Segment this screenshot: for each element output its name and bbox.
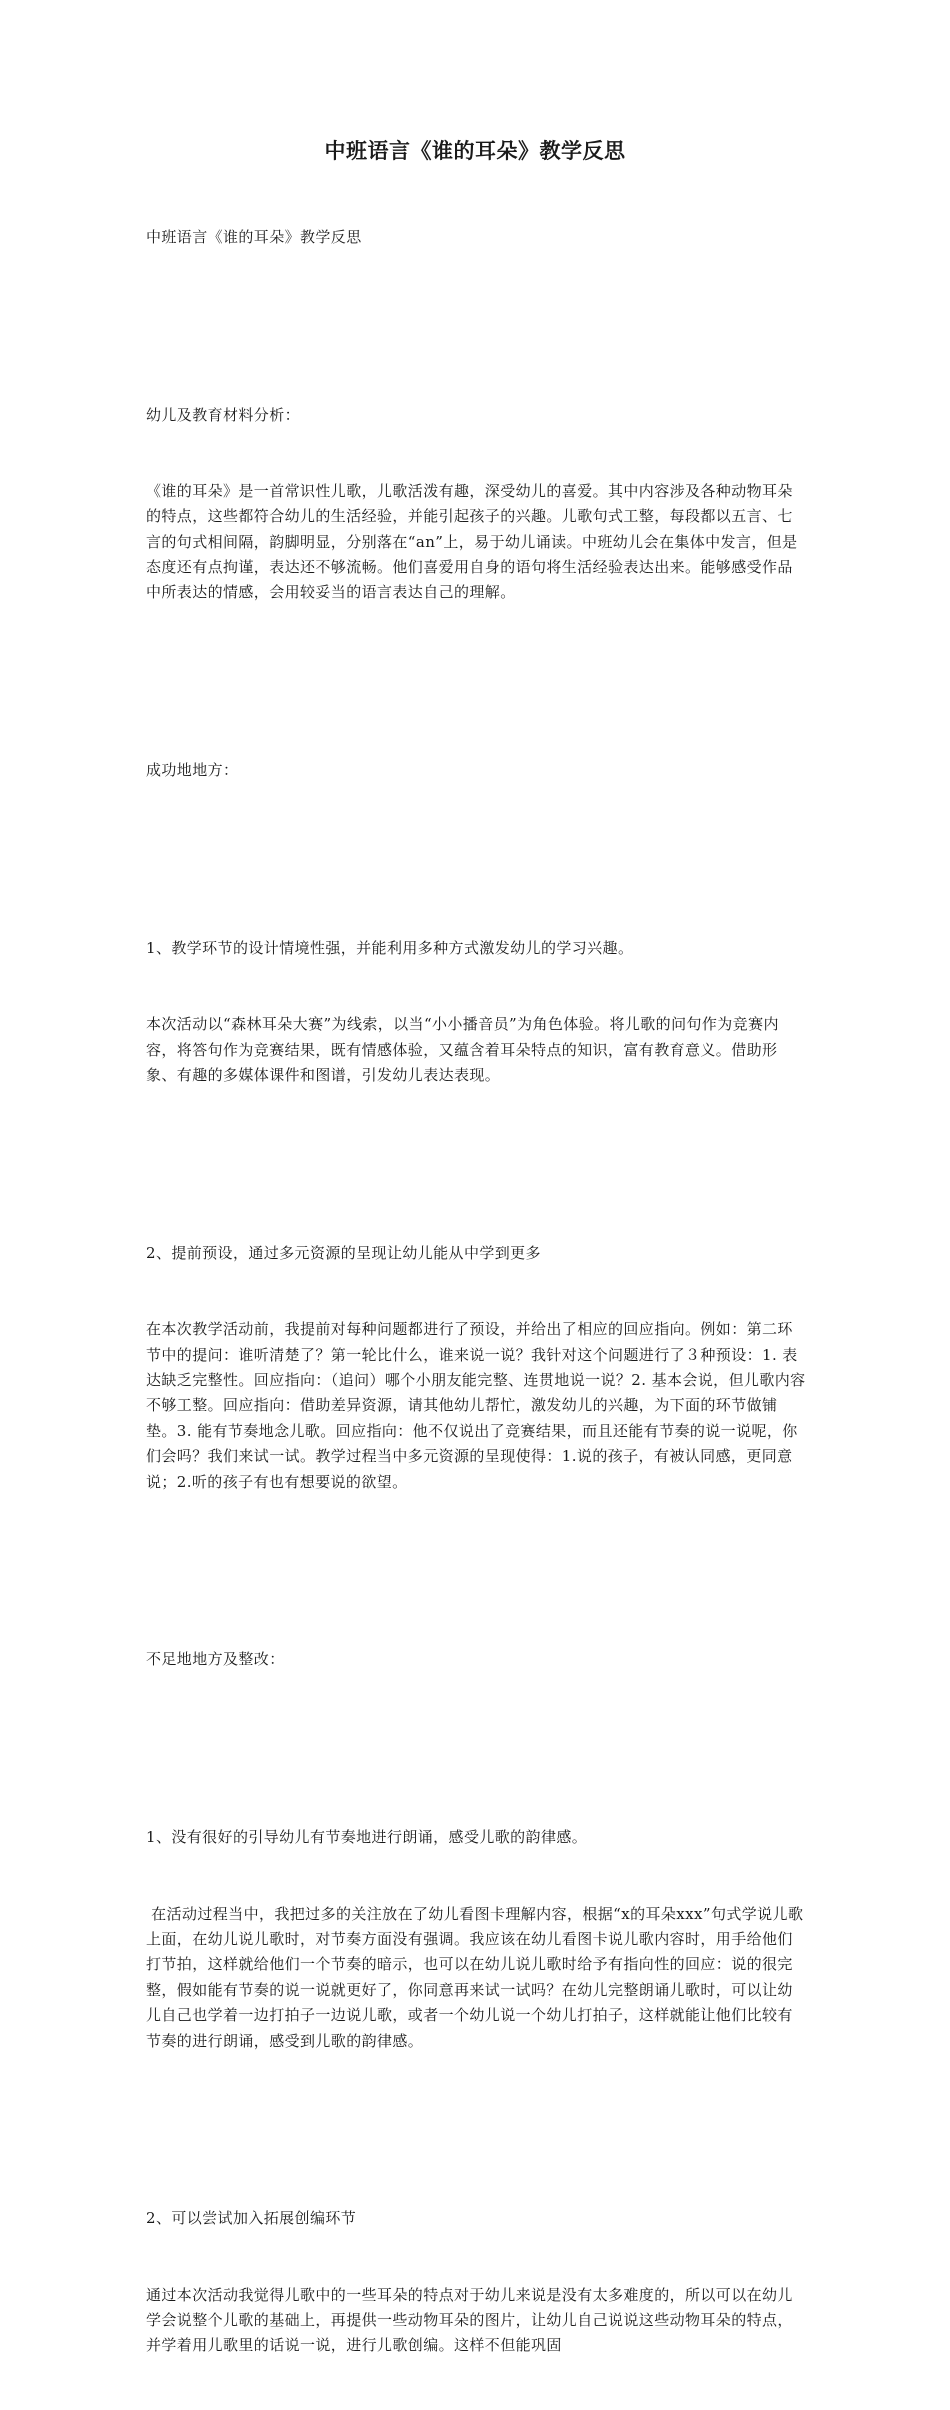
paragraph-spacer: [146, 1546, 806, 1571]
section-text-analysis: 《谁的耳朵》是一首常识性儿歌，儿歌活泼有趣，深受幼儿的喜爱。其中内容涉及各种动物耳朵的特点，这些都符合幼儿的生活经验，并能引起孩子的兴趣。儿歌句式工整，每段都以五言、七言的句式相间隔，韵脚明显，分别落在“an”上，易于幼儿诵读。中班幼儿会在集体中发言，但是态度还有点拘谨，表达还不够流畅。他们喜爱用自身的语句将生活经验表达出来。能够感受作品中所表达的情感，会用较妥当的语言表达自己的理解。: [146, 481, 798, 602]
section-text-success-2: 在本次教学活动前，我提前对每种问题都进行了预设，并给出了相应的回应指向。例如：第二环节中的提问：谁听清楚了？第一轮比什么，谁来说一说？我针对这个问题进行了３种预设：1. 表达缺乏完整性。回应指向：（追问）哪个小朋友能完整、连贯地说一说？2. 基本会说，但儿歌内容不够工整。回应指向：借助差异资源，请其他幼儿帮忙，激发幼儿的兴趣，为下面的环节做铺垫。3. 能有节奏地念儿歌。回应指向：他不仅说出了竞赛结果，而且还能有节奏的说一说呢，你们会吗？我们来试一试。教学过程当中多元资源的呈现使得：1.说的孩子，有被认同感，更同意说；2.听的孩子有也有想要说的欲望。: [146, 1320, 806, 1491]
paragraph-spacer: [146, 2105, 806, 2130]
section-heading-successes: 成功地地方：: [146, 761, 239, 780]
paragraph-spacer: [146, 1139, 806, 1164]
section-heading-analysis: 幼儿及教育材料分析：: [146, 405, 301, 424]
section-heading-success-1: 1、教学环节的设计情境性强，并能利用多种方式激发幼儿的学习兴趣。: [146, 939, 634, 958]
paragraph-spacer: [146, 1724, 806, 1749]
paragraph-spacer: [146, 657, 806, 682]
section-heading-shortcoming-2: 2、可以尝试加入拓展创编环节: [146, 2209, 357, 2228]
section-heading-shortcoming-1: 1、没有很好的引导幼儿有节奏地进行朗诵，感受儿歌的韵律感。: [146, 1828, 588, 1847]
paragraph-spacer: [146, 301, 806, 326]
document-body: [146, 174, 806, 2410]
document-subtitle: 中班语言《谁的耳朵》教学反思: [146, 227, 362, 246]
section-text-shortcoming-2: 通过本次活动我觉得儿歌中的一些耳朵的特点对于幼儿来说是没有太多难度的，所以可以在幼儿学会说整个儿歌的基础上，再提供一些动物耳朵的图片，让幼儿自己说说这些动物耳朵的特点，并学着用儿歌里的话说一说，进行儿歌创编。这样不但能巩固: [146, 2285, 793, 2355]
document-title: 中班语言《谁的耳朵》教学反思: [324, 138, 626, 163]
section-text-success-1: 本次活动以“森林耳朵大赛”为线索，以当“小小播音员”为角色体验。将儿歌的问句作为竞赛内容，将答句作为竞赛结果，既有情感体验，又蕴含着耳朵特点的知识，富有教育意义。借助形象、有趣的多媒体课件和图谱，引发幼儿表达表现。: [146, 1015, 779, 1085]
section-heading-success-2: 2、提前预设，通过多元资源的呈现让幼儿能从中学到更多: [146, 1244, 541, 1262]
paragraph-spacer: [146, 835, 806, 860]
section-text-shortcoming-1: 在活动过程当中，我把过多的关注放在了幼儿看图卡理解内容，根据“x的耳朵xxx”句式学说儿歌上面，在幼儿说儿歌时，对节奏方面没有强调。我应该在幼儿看图卡说儿歌内容时，用手给他们打节拍，这样就给他们一个节奏的暗示，也可以在幼儿说儿歌时给予有指向性的回应：说的很完整，假如能有节奏的说一说就更好了，你同意再来试一试吗？在幼儿完整朗诵儿歌时，可以让幼儿自己也学着一边打拍子一边说儿歌，或者一个幼儿说一个幼儿打拍子，这样就能让他们比较有节奏的进行朗诵，感受到儿歌的韵律感。: [146, 1904, 804, 2050]
section-heading-shortcomings: 不足地地方及整改：: [146, 1650, 285, 1669]
